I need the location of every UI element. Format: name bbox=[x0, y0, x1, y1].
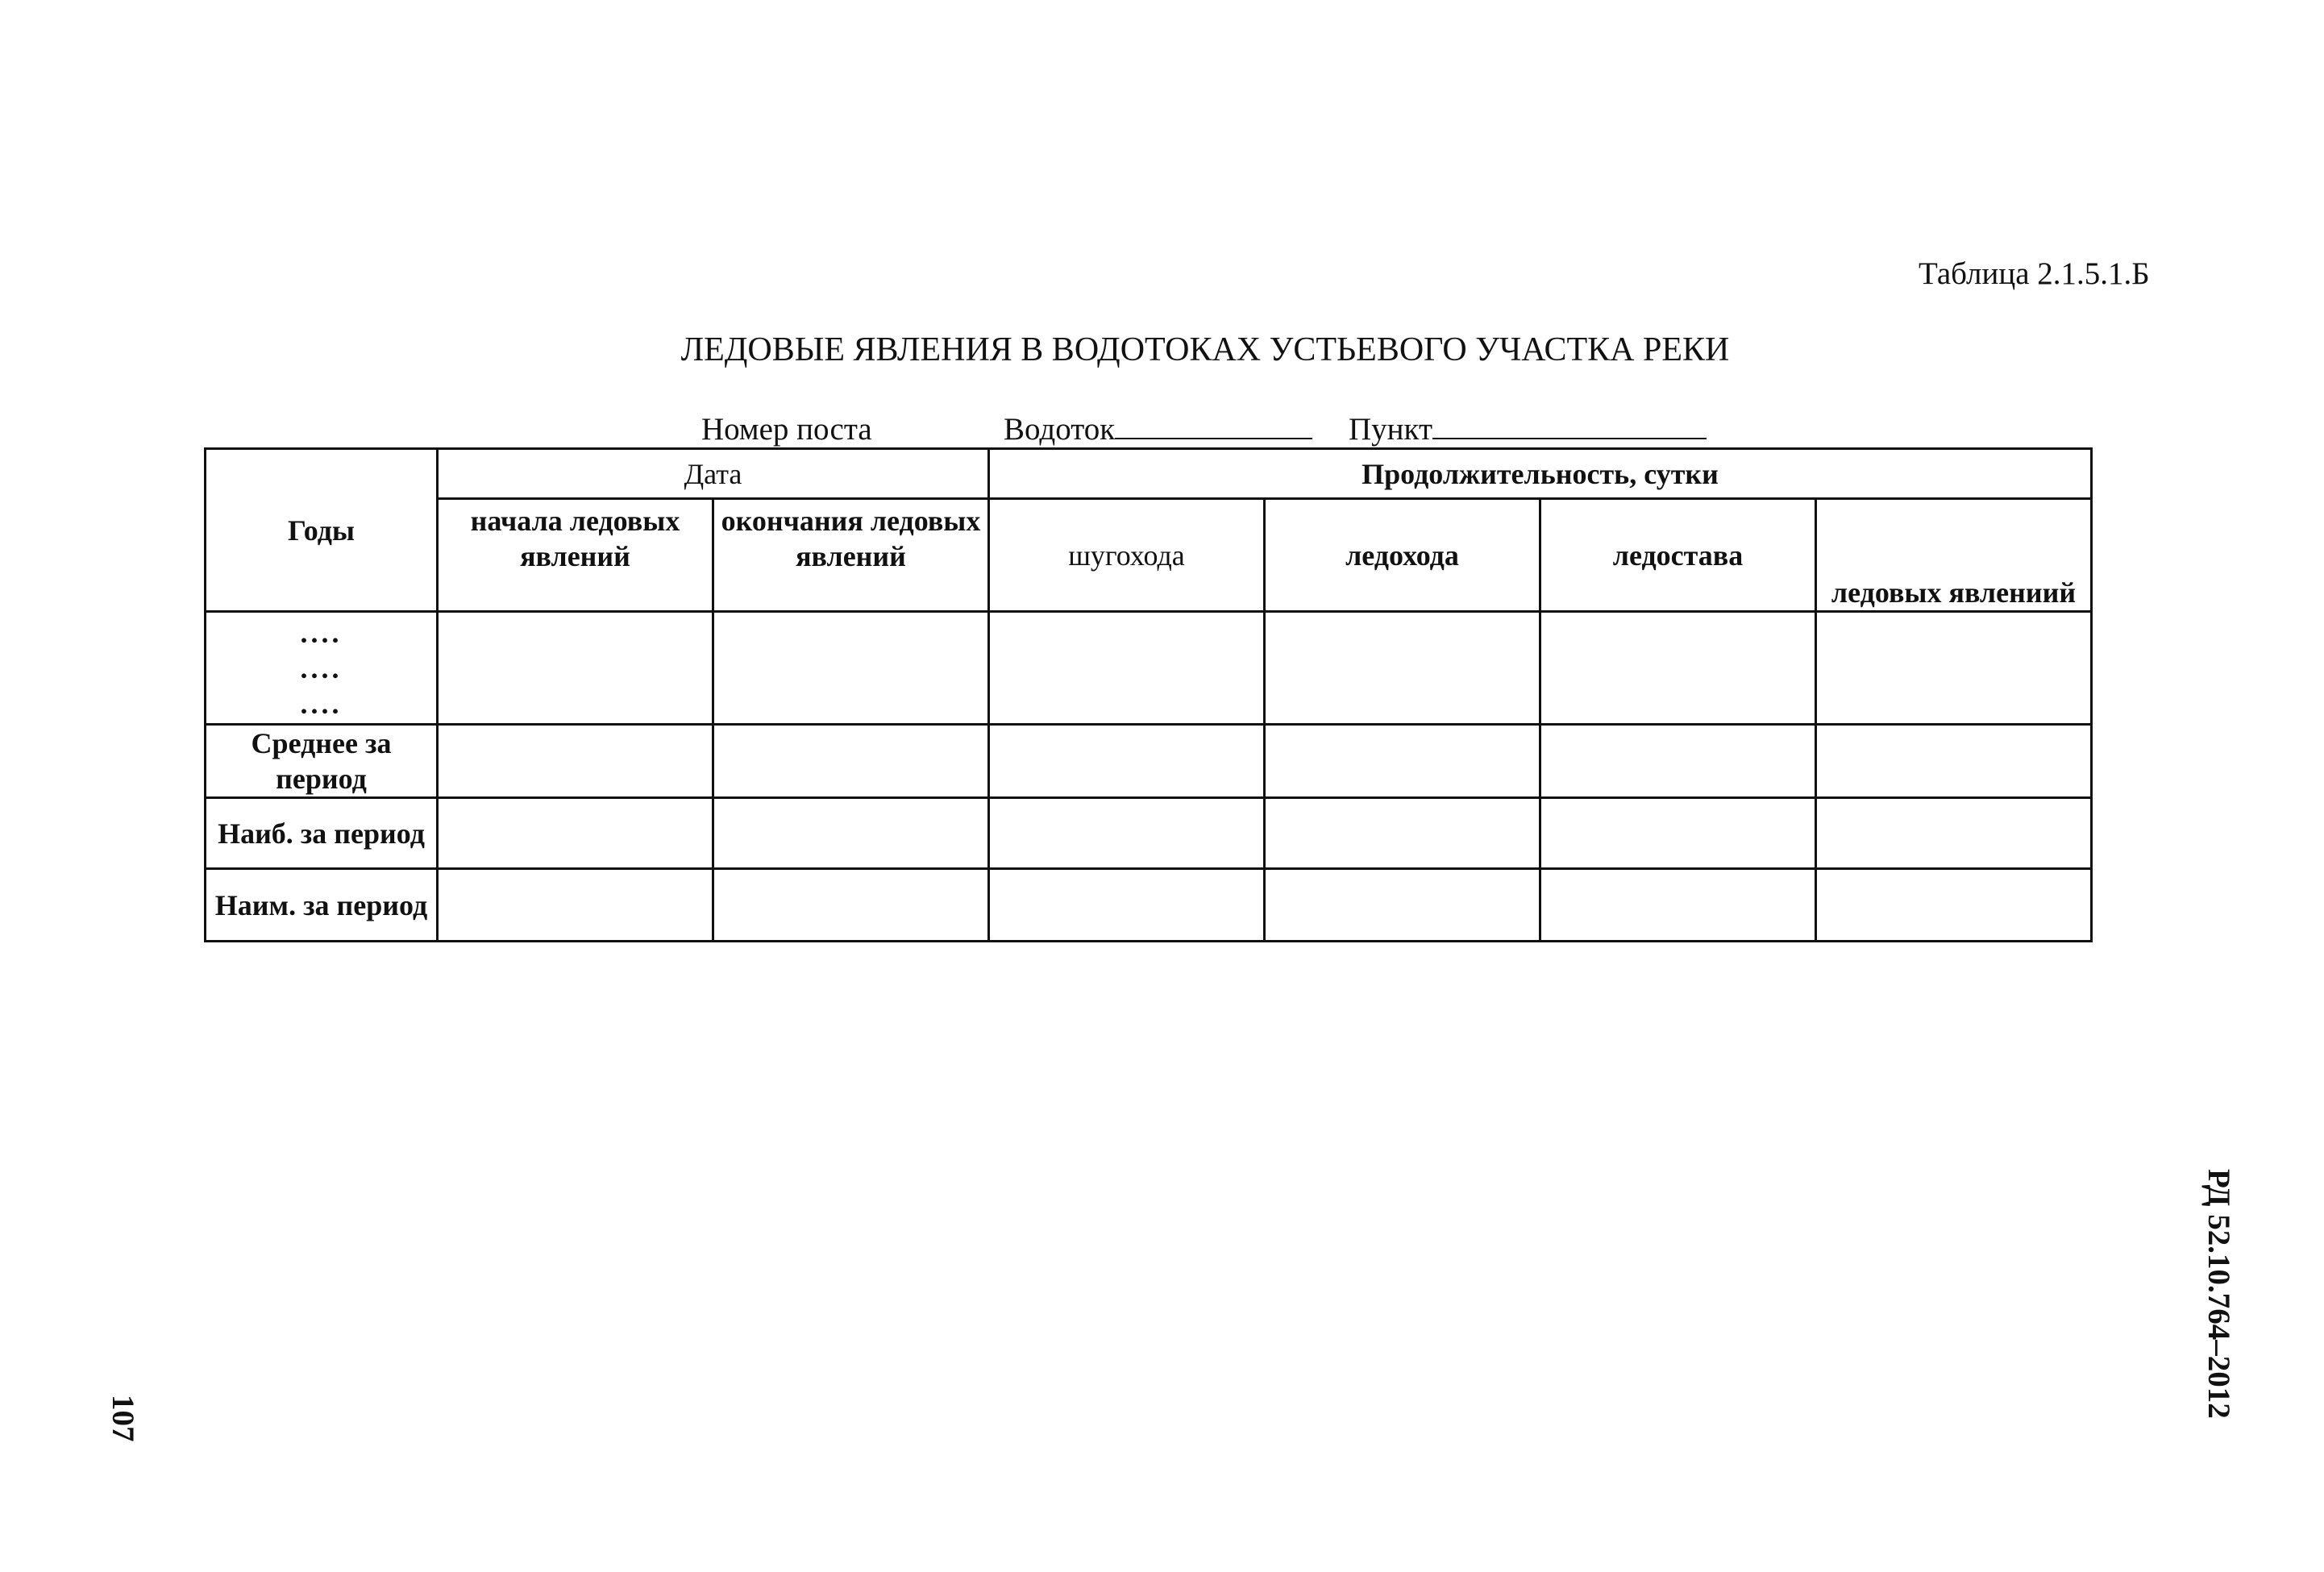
point-field bbox=[1349, 411, 1707, 447]
document-title: ЛЕДОВЫЕ ЯВЛЕНИЯ В ВОДОТОКАХ УСТЬЕВОГО УЧАСТКА РЕКИ bbox=[680, 331, 1730, 368]
point-blank-line bbox=[1432, 412, 1707, 439]
dots-line: .... bbox=[300, 651, 343, 684]
table-cell bbox=[438, 798, 713, 869]
table-cell bbox=[1816, 798, 2092, 869]
stream-label: Водоток bbox=[1004, 412, 1116, 447]
table-cell bbox=[438, 869, 713, 942]
date-col-end: окончания ледовых явлений bbox=[713, 499, 989, 612]
post-number-field bbox=[701, 411, 872, 447]
date-header: Дата bbox=[438, 449, 989, 499]
table-cell bbox=[989, 798, 1265, 869]
table-cell bbox=[1816, 612, 2092, 725]
date-col-start: начала ледовых явлений bbox=[438, 499, 713, 612]
table-row bbox=[206, 612, 2092, 725]
duration-header: Продолжительность, сутки bbox=[989, 449, 2092, 499]
page-number: 107 bbox=[106, 1395, 140, 1442]
table-row bbox=[206, 725, 2092, 798]
table-row bbox=[206, 798, 2092, 869]
table-cell bbox=[1816, 869, 2092, 942]
row-label-dots bbox=[206, 612, 438, 725]
dots-line: .... bbox=[300, 687, 343, 720]
table-cell bbox=[713, 612, 989, 725]
row-label-min: Наим. за период bbox=[206, 869, 438, 942]
duration-col-slush: шугохода bbox=[989, 499, 1265, 612]
table-cell bbox=[438, 612, 713, 725]
row-label-average: Среднее за период bbox=[206, 725, 438, 798]
table-cell bbox=[1265, 869, 1540, 942]
duration-col-freeze: ледостава bbox=[1540, 499, 1816, 612]
table-cell bbox=[438, 725, 713, 798]
dots-line: .... bbox=[300, 616, 343, 649]
table-cell bbox=[1265, 725, 1540, 798]
table-number: Таблица 2.1.5.1.Б bbox=[1919, 256, 2150, 291]
duration-col-ice-phenomena: ледовых явлениий bbox=[1816, 499, 2092, 612]
document-code: РД 52.10.764–2012 bbox=[2201, 1169, 2236, 1419]
stream-field bbox=[1004, 411, 1312, 447]
table-cell bbox=[1540, 725, 1816, 798]
table-cell bbox=[1540, 869, 1816, 942]
table-row bbox=[206, 869, 2092, 942]
point-label: Пункт bbox=[1349, 412, 1433, 447]
table-cell bbox=[1816, 725, 2092, 798]
duration-col-ice-drift: ледохода bbox=[1265, 499, 1540, 612]
table-cell bbox=[1540, 798, 1816, 869]
table-cell bbox=[713, 725, 989, 798]
stream-blank-line bbox=[1115, 412, 1312, 439]
table-cell bbox=[713, 869, 989, 942]
row-label-max: Наиб. за период bbox=[206, 798, 438, 869]
table-cell bbox=[989, 725, 1265, 798]
table-cell bbox=[1265, 612, 1540, 725]
years-header: Годы bbox=[206, 449, 438, 612]
table-cell bbox=[713, 798, 989, 869]
table-cell bbox=[1540, 612, 1816, 725]
table-cell bbox=[989, 612, 1265, 725]
post-number-label: Номер поста bbox=[701, 412, 872, 447]
ice-phenomena-table bbox=[204, 447, 2093, 942]
table-cell bbox=[1265, 798, 1540, 869]
table-cell bbox=[989, 869, 1265, 942]
